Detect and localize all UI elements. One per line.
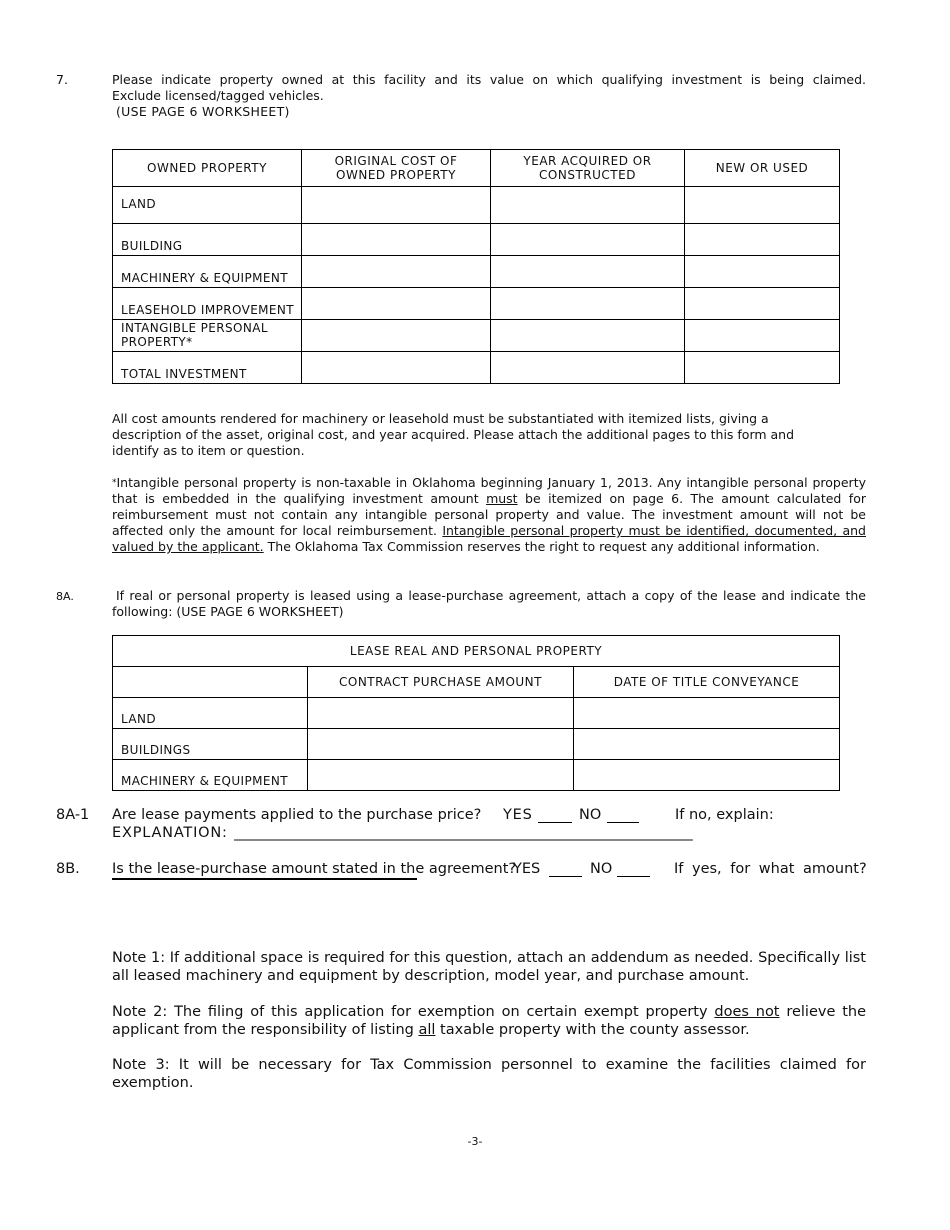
q7-text-line2: Exclude licensed/tagged vehicles.	[112, 88, 324, 103]
cell-building-cost[interactable]	[302, 224, 491, 256]
contract-purchase-amount-header: CONTRACT PURCHASE AMOUNT	[308, 667, 574, 698]
must-underlined: must	[486, 491, 518, 506]
page-number: -3-	[467, 1135, 483, 1148]
q8a1-question: Are lease payments applied to the purchase price?	[112, 807, 482, 823]
note-2-all: all	[418, 1022, 436, 1038]
cell-machinery-new-used[interactable]	[685, 256, 840, 288]
q8b-no-label: NO	[590, 861, 613, 877]
intangible-underlined-sentence: Intangible personal property must be identified, documented, and valued by the applicant.	[112, 523, 866, 554]
q8a1-no-blank[interactable]	[607, 808, 639, 823]
lease-row-label-land: LAND	[113, 698, 308, 729]
cell-total-new-used[interactable]	[685, 352, 840, 384]
cell-total-cost[interactable]	[302, 352, 491, 384]
q8b-if-yes-label: If yes, for what amount?	[674, 861, 867, 877]
q8b-yes-label: YES	[513, 861, 541, 877]
cell-building-year[interactable]	[491, 224, 685, 256]
row-label-machinery: MACHINERY & EQUIPMENT	[113, 256, 302, 288]
cell-machinery-cost[interactable]	[302, 256, 491, 288]
note-2	[112, 1003, 866, 1039]
row-label-leasehold: LEASEHOLD IMPROVEMENT	[113, 288, 302, 320]
q7-number: 7.	[56, 72, 68, 87]
cell-leasehold-year[interactable]	[491, 288, 685, 320]
cell-leasehold-cost[interactable]	[302, 288, 491, 320]
q7-text	[112, 72, 866, 88]
intangible-text-2: be itemized on page 6. The amount calculated for reimbursement must not contain any intangible personal property and value. The investment amount will not be affected only the amount for local reimbursement.	[112, 491, 866, 538]
intangible-asterisk: *	[112, 478, 117, 488]
lease-row-label-buildings: BUILDINGS	[113, 729, 308, 760]
lease-cell-buildings-amount[interactable]	[308, 729, 574, 760]
year-acquired-header: YEAR ACQUIRED OR CONSTRUCTED	[491, 150, 685, 187]
cell-intangible-new-used[interactable]	[685, 320, 840, 352]
q8b-no-blank[interactable]	[617, 862, 650, 877]
q8a1-yes-blank[interactable]	[538, 808, 572, 823]
cell-intangible-cost[interactable]	[302, 320, 491, 352]
original-cost-header: ORIGINAL COST OF OWNED PROPERTY	[302, 150, 491, 187]
cell-land-new-used[interactable]	[685, 187, 840, 224]
note-1: Note 1: If additional space is required for this question, attach an addendum as needed. Specifically list all leased machinery and equipment by description, model year, and purchase amount.	[112, 950, 866, 984]
cell-land-year[interactable]	[491, 187, 685, 224]
lease-row-label-machinery: MACHINERY & EQUIPMENT	[113, 760, 308, 791]
intangible-note	[112, 475, 866, 555]
lease-cell-land-date[interactable]	[574, 698, 840, 729]
note-2-text-3: taxable property with the county assessor.	[435, 1022, 750, 1038]
new-or-used-header: NEW OR USED	[685, 150, 840, 187]
owned-property-header: OWNED PROPERTY	[113, 150, 302, 187]
note-3: Note 3: It will be necessary for Tax Commission personnel to examine the facilities claimed for exemption.	[112, 1057, 866, 1091]
cell-total-year[interactable]	[491, 352, 685, 384]
lease-property-table	[112, 635, 840, 791]
note-2-does-not: does not	[714, 1004, 780, 1020]
cell-intangible-year[interactable]	[491, 320, 685, 352]
q8a-text: If real or personal property is leased using a lease-purchase agreement, attach a copy of the lease and indicate the following: (USE PAGE 6 WORKSHEET)	[112, 588, 866, 619]
intangible-text-3: The Oklahoma Tax Commission reserves the right to request any additional information.	[263, 539, 820, 554]
q8a1-no-label: NO	[579, 807, 602, 823]
lease-cell-machinery-amount[interactable]	[308, 760, 574, 791]
note-2-text-1: Note 2: The filing of this application for exemption on certain exempt property	[112, 1004, 715, 1020]
q7-worksheet-note: (USE PAGE 6 WORKSHEET)	[116, 104, 290, 119]
cell-leasehold-new-used[interactable]	[685, 288, 840, 320]
lease-cell-machinery-date[interactable]	[574, 760, 840, 791]
lease-cell-buildings-date[interactable]	[574, 729, 840, 760]
cost-amounts-note: All cost amounts rendered for machinery or leasehold must be substantiated with itemized lists, giving a description of the asset, original cost, and year acquired. Please attach the additional pages to this form and identify as to item or question.	[112, 411, 795, 458]
q8b-question: Is the lease-purchase amount stated in the agreement?	[112, 861, 517, 877]
row-label-total: TOTAL INVESTMENT	[113, 352, 302, 384]
intangible-text-1: Intangible personal property is non-taxable in Oklahoma beginning January 1, 2013. Any intangible personal property that is embedded in the qualifying investment amount	[112, 475, 866, 506]
lease-table-title: LEASE REAL AND PERSONAL PROPERTY	[113, 636, 840, 667]
date-title-conveyance-header: DATE OF TITLE CONVEYANCE	[574, 667, 840, 698]
row-label-intangible: INTANGIBLE PERSONAL PROPERTY*	[113, 320, 302, 352]
q8a1-yes-label: YES	[503, 807, 533, 823]
note-2-text-2: relieve the applicant from the responsibility of listing	[112, 1004, 866, 1038]
cell-machinery-year[interactable]	[491, 256, 685, 288]
lease-cell-land-amount[interactable]	[308, 698, 574, 729]
cell-building-new-used[interactable]	[685, 224, 840, 256]
row-label-land: LAND	[113, 187, 302, 224]
explanation-line[interactable]: _______________________________________________________________________	[234, 825, 692, 841]
q8b-amount-line[interactable]	[112, 878, 417, 880]
row-label-building: BUILDING	[113, 224, 302, 256]
q8a1-number: 8A-1	[56, 807, 90, 823]
lease-header-blank	[113, 667, 308, 698]
q8a1-if-no-label: If no, explain:	[675, 807, 774, 823]
q7-text-line1: Please indicate property owned at this facility and its value on which qualifying investment is being claimed.	[112, 72, 866, 87]
owned-property-table	[112, 149, 840, 384]
q8b-yes-blank[interactable]	[549, 862, 582, 877]
q8a-number: 8A.	[56, 590, 74, 603]
q8b-number: 8B.	[56, 861, 80, 877]
explanation-label: EXPLANATION:	[112, 825, 228, 841]
cell-land-cost[interactable]	[302, 187, 491, 224]
